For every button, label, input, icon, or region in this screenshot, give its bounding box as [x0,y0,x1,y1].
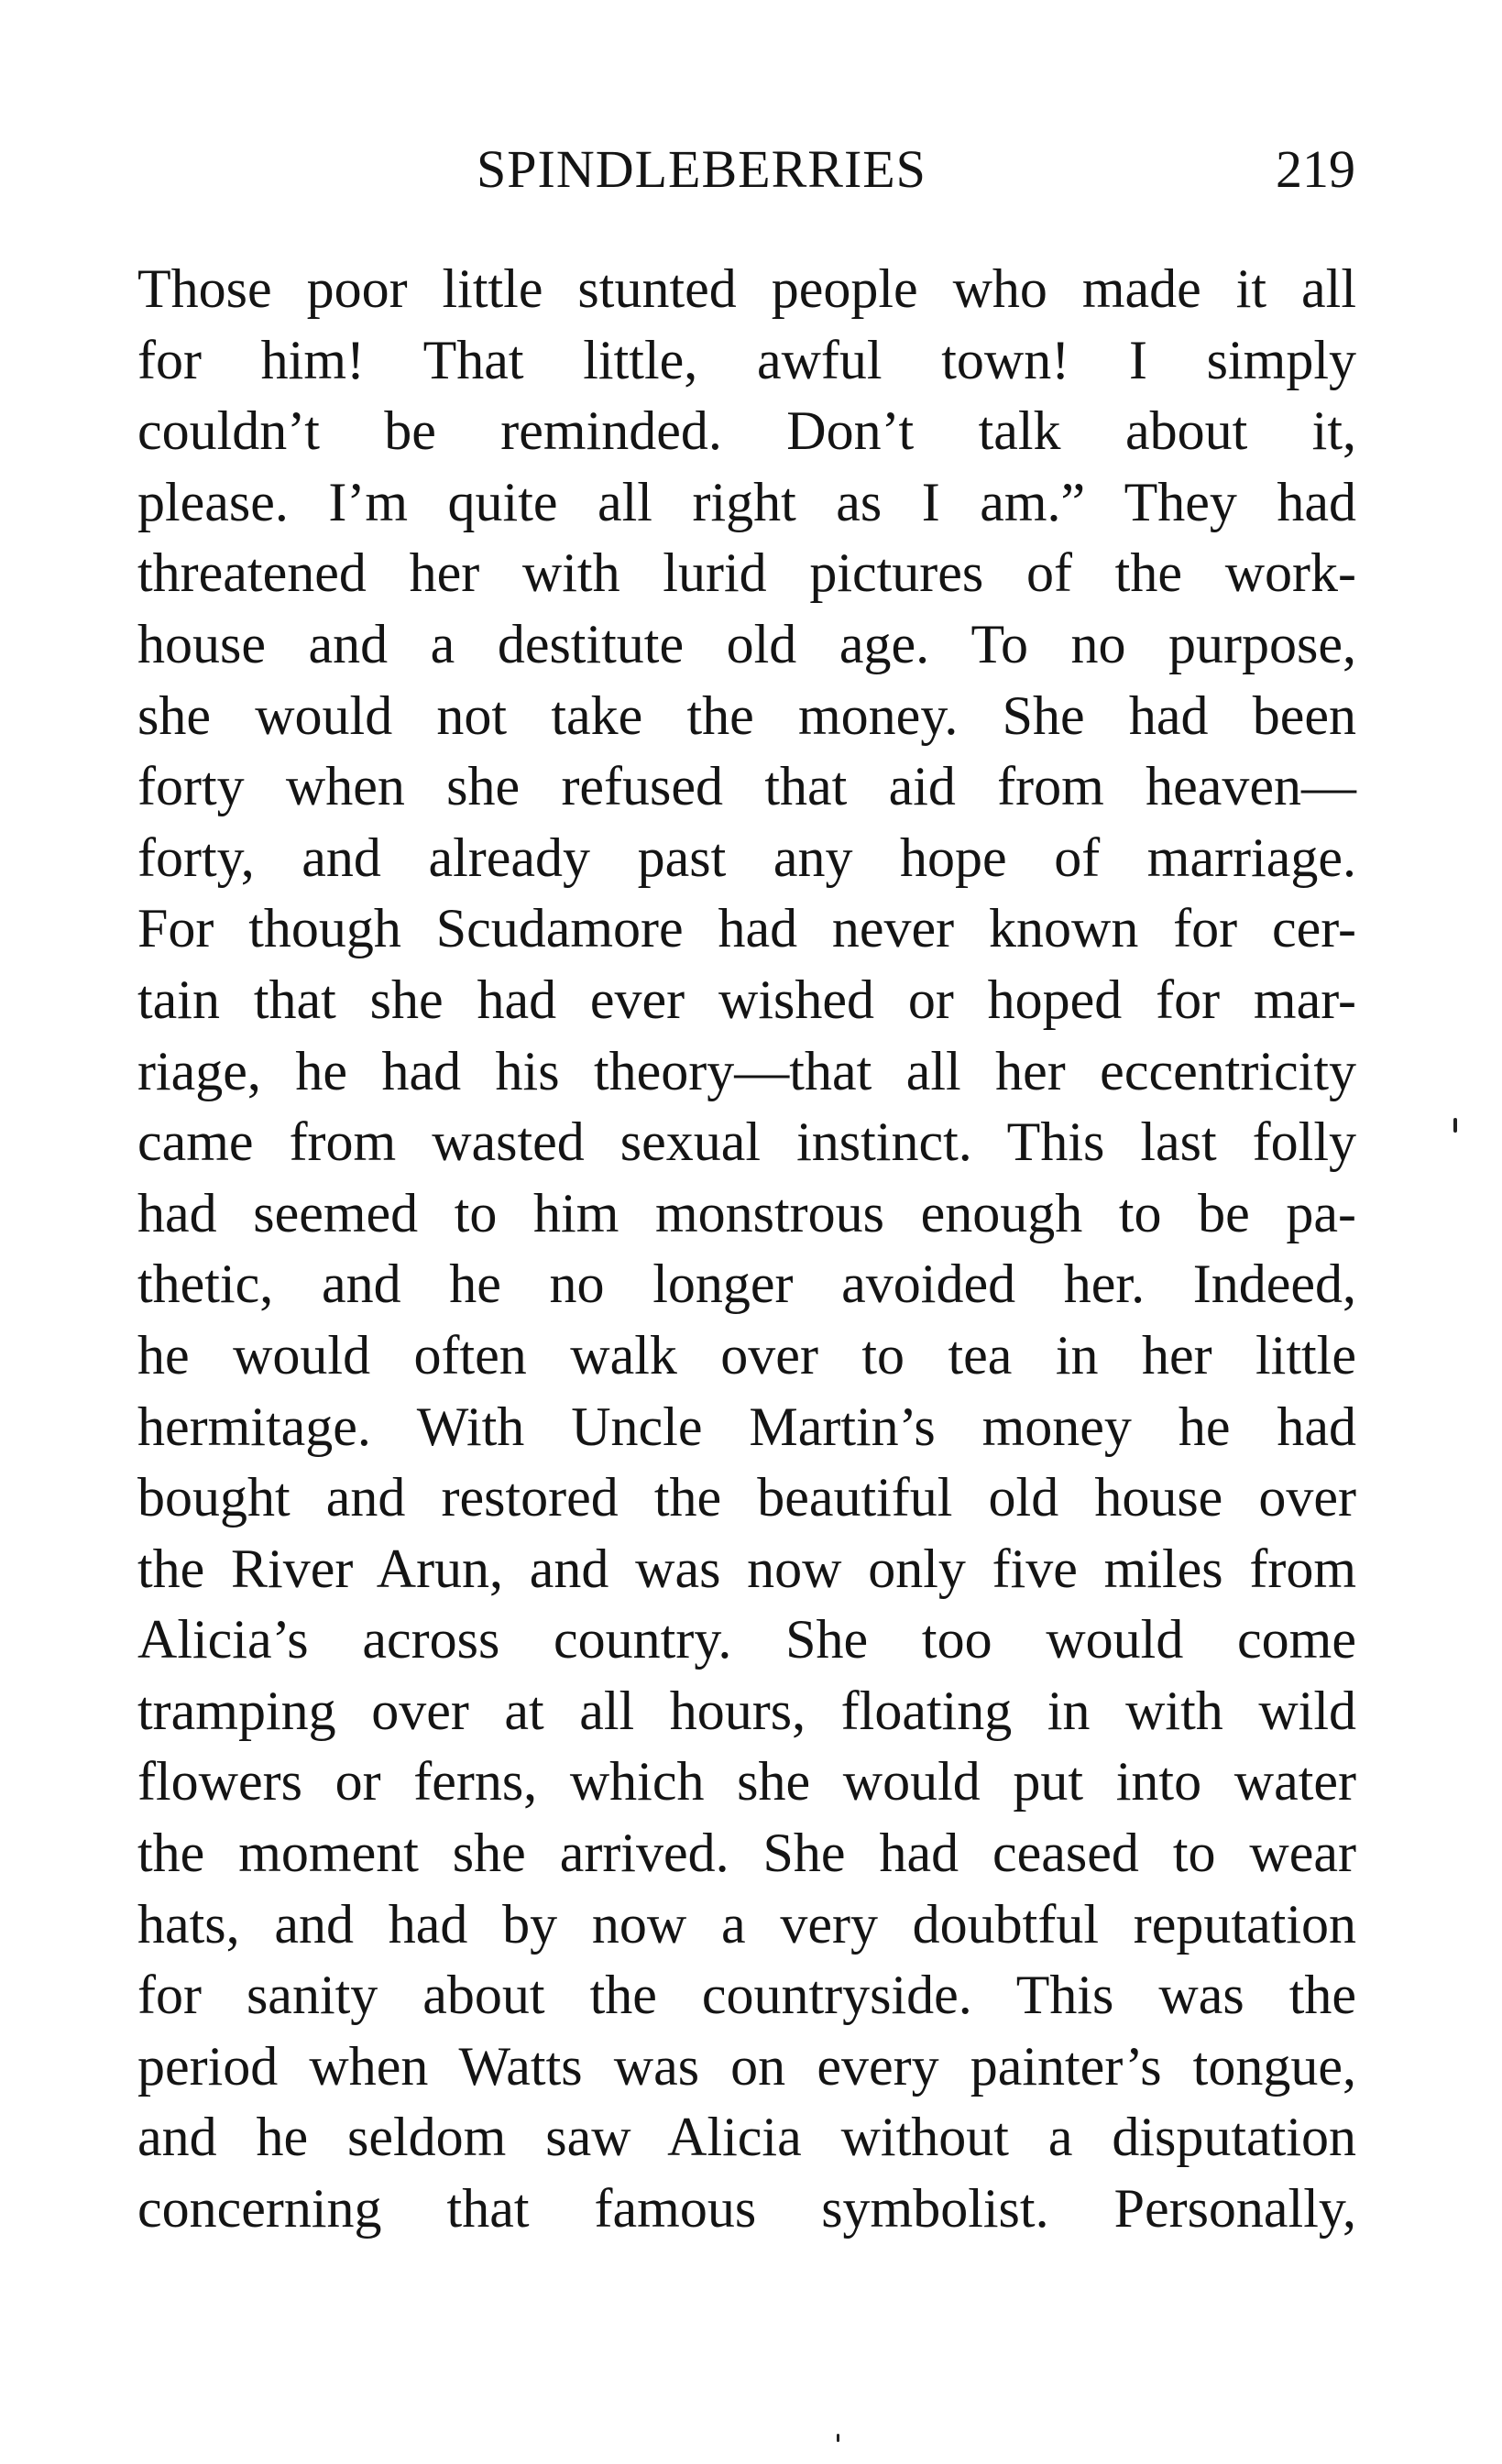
text-line: forty, and already past any hope of marriage. [137,827,1356,888]
scan-speck [1453,1118,1457,1133]
text-line: had seemed to him monstrous enough to be pa- [137,1182,1356,1243]
text-line: Alicia’s across country. She too would come [137,1609,1356,1670]
text-line: came from wasted sexual instinct. This last folly [137,1112,1356,1173]
scan-speck [837,2434,839,2442]
text-line: tramping over at all hours, floating in with wild [137,1680,1356,1741]
text-line: bought and restored the beautiful old house over [137,1467,1356,1528]
text-line: threatened her with lurid pictures of the work- [137,542,1356,604]
text-line: couldn’t be reminded. Don’t talk about it, [137,400,1356,462]
text-line: For though Scudamore had never known for cer- [137,898,1356,959]
text-line: for him! That little, awful town! I simply [137,329,1356,390]
text-line: forty when she refused that aid from heaven— [137,756,1356,817]
text-line: house and a destitute old age. To no purpose, [137,613,1356,674]
body-text [137,254,1356,2245]
text-line: period when Watts was on every painter’s tongue, [137,2035,1356,2097]
text-line: the River Arun, and was now only five miles from [137,1538,1356,1599]
text-line: she would not take the money. She had been [137,684,1356,746]
text-line: flowers or ferns, which she would put into water [137,1751,1356,1812]
text-line: Those poor little stunted people who made it all [137,258,1356,319]
text-line: thetic, and he no longer avoided her. Indeed, [137,1254,1356,1315]
page-number: 219 [1276,139,1355,199]
text-line: and he seldom saw Alicia without a disputation [137,2107,1356,2168]
text-line: concerning that famous symbolist. Personally, [137,2178,1356,2240]
text-line: hats, and had by now a very doubtful reputation [137,1893,1356,1955]
running-title: SPINDLEBERRIES [477,139,926,199]
text-line: tain that she had ever wished or hoped for mar- [137,969,1356,1030]
text-line: please. I’m quite all right as I am.” They had [137,471,1356,532]
text-line: riage, he had his theory—that all her eccentricity [137,1040,1356,1101]
text-line: hermitage. With Uncle Martin’s money he had [137,1396,1356,1457]
text-line: for sanity about the countryside. This was the [137,1965,1356,2026]
text-line: the moment she arrived. She had ceased to wear [137,1823,1356,1884]
text-line: he would often walk over to tea in her little [137,1324,1356,1385]
